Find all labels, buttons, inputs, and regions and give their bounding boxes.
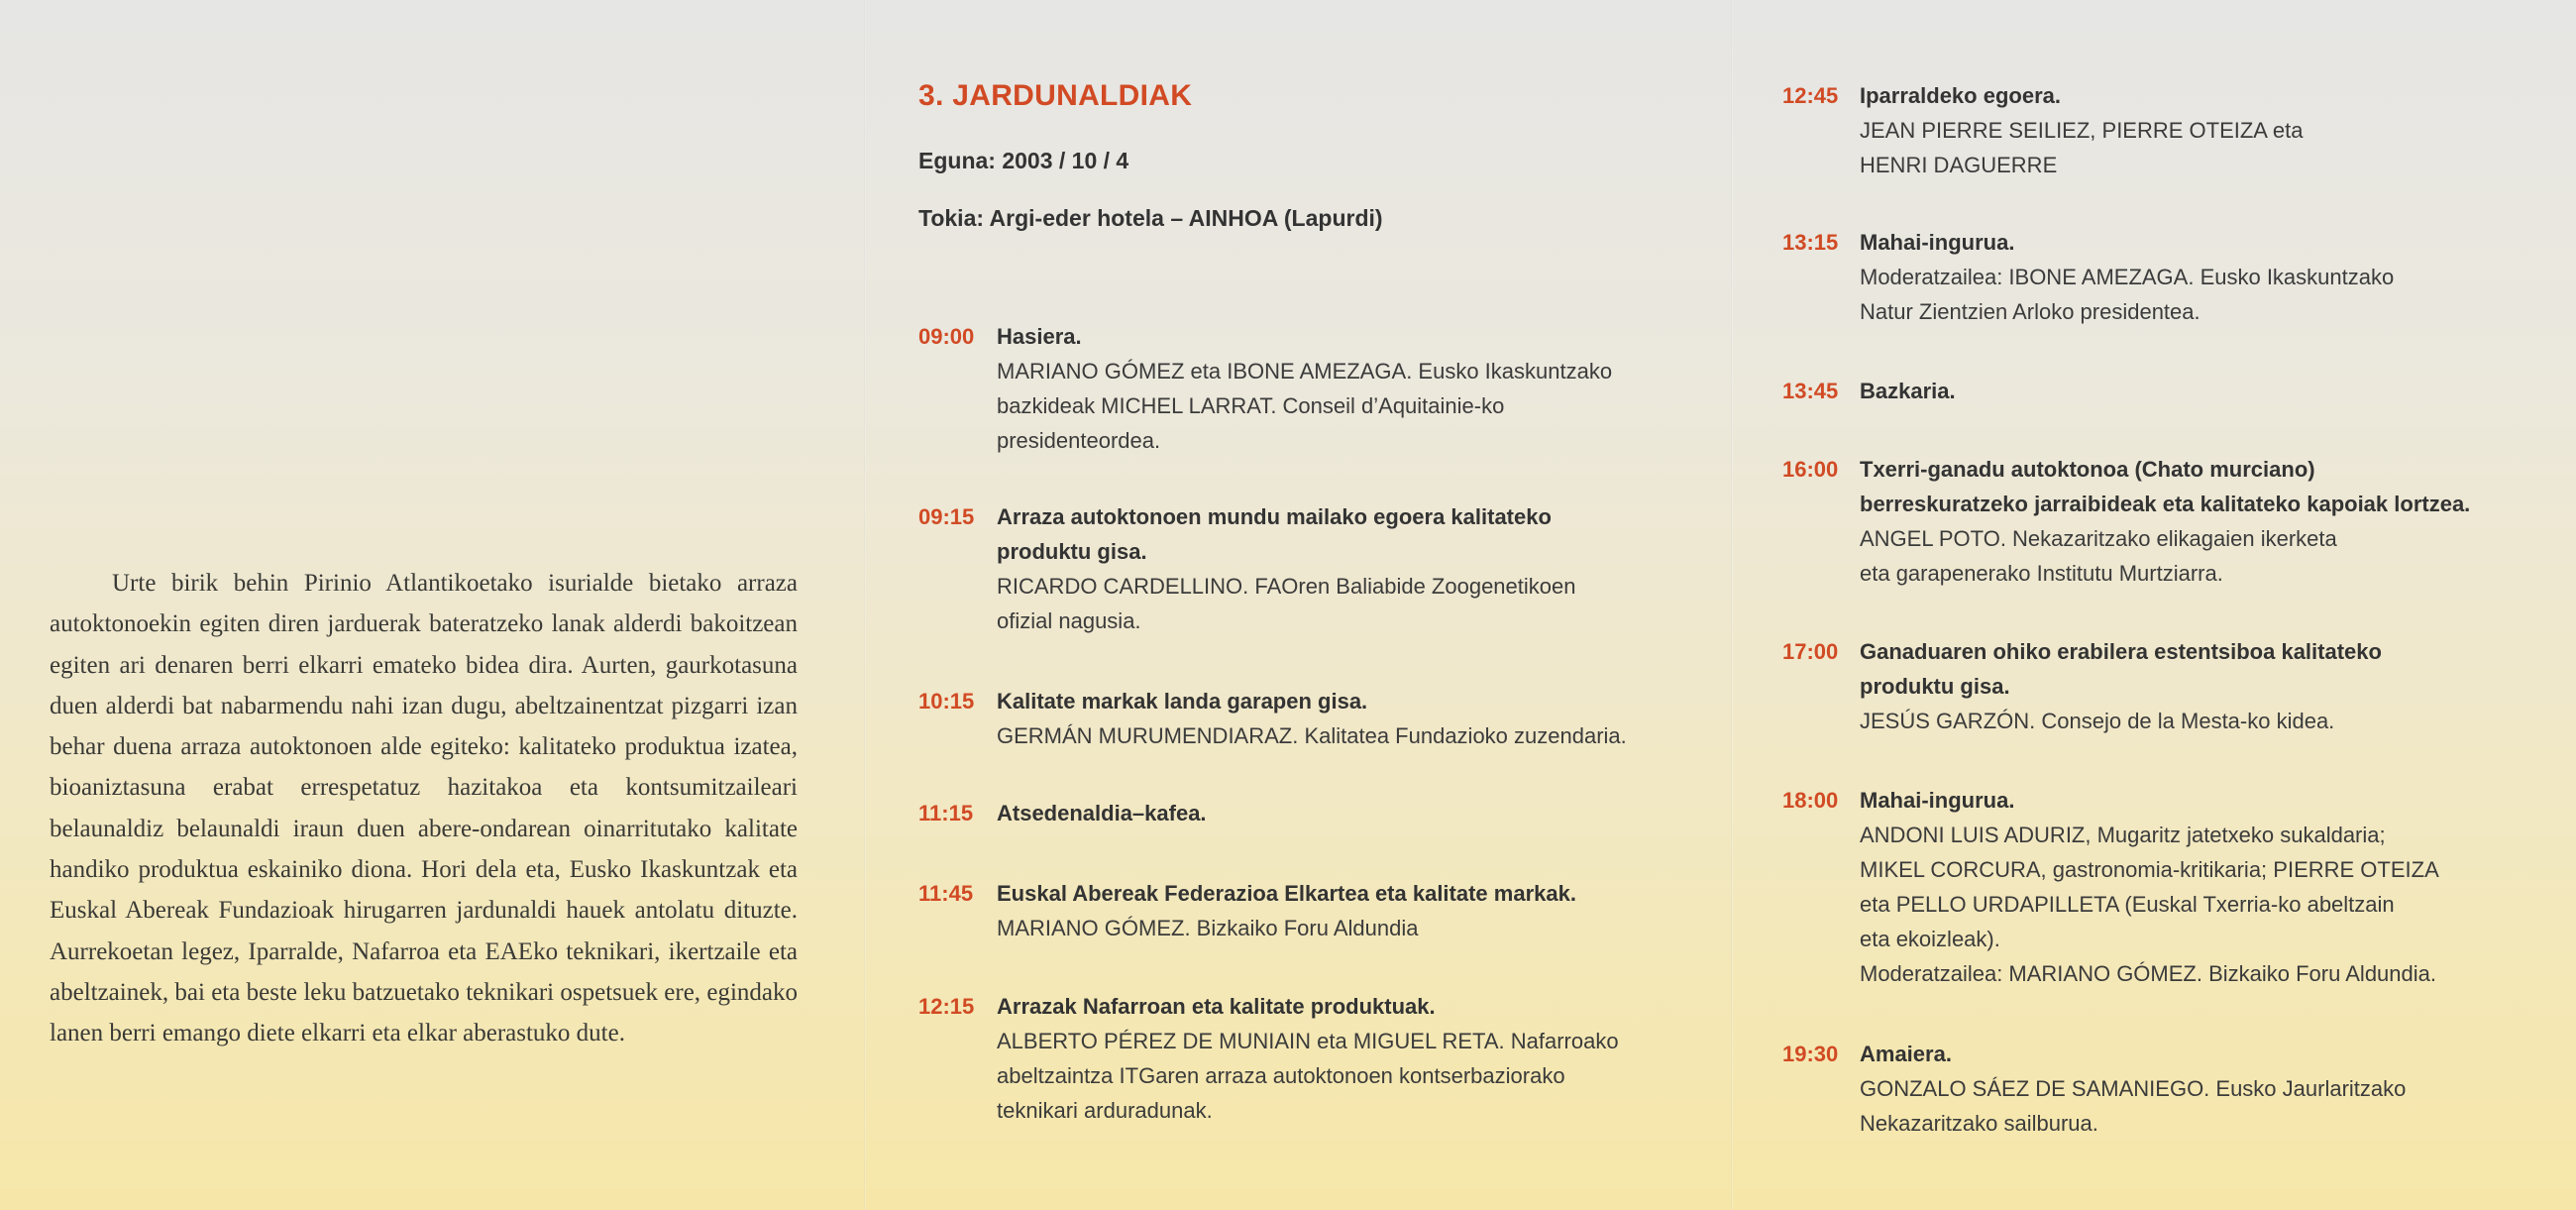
program-text: presidenteordea.: [997, 428, 1161, 453]
program-heading: Euskal Abereak Federazioa Elkartea eta kalitate markak.: [997, 881, 1576, 906]
program-item: [918, 989, 1750, 1128]
program-heading: produktu gisa.: [1860, 674, 2010, 699]
program-text: Nekazaritzako sailburua.: [1860, 1111, 2098, 1136]
program-heading: Txerri-ganadu autoktonoa (Chato murciano): [1860, 457, 2315, 482]
program-text: eta PELLO URDAPILLETA (Euskal Txerria-ko abeltzain: [1860, 892, 2395, 917]
program-item: [918, 796, 1750, 830]
program-item: [1782, 225, 2568, 329]
program-text: RICARDO CARDELLINO. FAOren Baliabide Zoogenetikoen: [997, 574, 1576, 599]
program-heading: Iparraldeko egoera.: [1860, 83, 2061, 108]
program-heading: Arrazak Nafarroan eta kalitate produktuak.: [997, 994, 1436, 1019]
program-text: HENRI DAGUERRE: [1860, 153, 2058, 177]
program-time: 09:00: [918, 324, 975, 349]
program-time: 11:15: [918, 801, 974, 825]
program-time: 12:15: [918, 994, 975, 1019]
program-text: teknikari arduradunak.: [997, 1098, 1213, 1123]
program-text: GONZALO SÁEZ DE SAMANIEGO. Eusko Jaurlaritzako: [1860, 1076, 2407, 1101]
program-heading: Atsedenaldia–kafea.: [997, 801, 1207, 825]
program-text: Natur Zientzien Arloko presidentea.: [1860, 299, 2200, 324]
program-text: ANDONI LUIS ADURIZ, Mugaritz jatetxeko sukaldaria;: [1860, 823, 2386, 847]
program-heading: Arraza autoktonoen mundu mailako egoera kalitateko: [997, 504, 1552, 529]
event-place: Tokia: Argi-eder hotela – AINHOA (Lapurdi): [918, 205, 1383, 231]
program-text: MARIANO GÓMEZ. Bizkaiko Foru Aldundia: [997, 916, 1419, 940]
program-text: Moderatzailea: MARIANO GÓMEZ. Bizkaiko Foru Aldundia.: [1860, 961, 2436, 986]
program-heading: Amaiera.: [1860, 1042, 1952, 1066]
program-text: ANGEL POTO. Nekazaritzako elikagaien ikerketa: [1860, 526, 2337, 551]
program-item: [918, 319, 1750, 458]
program-item: [918, 499, 1750, 638]
program-heading: Ganaduaren ohiko erabilera estentsiboa kalitateko: [1860, 639, 2382, 664]
program-text: eta garapenerako Institutu Murtziarra.: [1860, 561, 2223, 586]
program-item: [1782, 783, 2568, 991]
event-date: Eguna: 2003 / 10 / 4: [918, 148, 1129, 173]
program-text: abeltzaintza ITGaren arraza autoktonoen kontserbaziorako: [997, 1063, 1565, 1088]
program-time: 18:00: [1782, 788, 1839, 813]
program-heading: Bazkaria.: [1860, 379, 1956, 403]
program-item: [918, 684, 1750, 753]
program-text: bazkideak MICHEL LARRAT. Conseil d’Aquitainie-ko: [997, 393, 1505, 418]
program-text: Moderatzailea: IBONE AMEZAGA. Eusko Ikaskuntzako: [1860, 265, 2395, 289]
program-time: 17:00: [1782, 639, 1839, 664]
program-text: ofizial nagusia.: [997, 608, 1141, 633]
program-item: [1782, 1037, 2568, 1141]
program-time: 10:15: [918, 689, 975, 714]
program-item: [1782, 78, 2568, 182]
program-text: GERMÁN MURUMENDIARAZ. Kalitatea Fundazioko zuzendaria.: [997, 723, 1627, 748]
program-item: [1782, 374, 2568, 408]
program-heading: Mahai-ingurua.: [1860, 788, 2015, 813]
program-text: JEAN PIERRE SEILIEZ, PIERRE OTEIZA eta: [1860, 118, 2304, 143]
left-panel: [0, 0, 865, 1210]
program-text: ALBERTO PÉREZ DE MUNIAIN eta MIGUEL RETA. Nafarroako: [997, 1029, 1619, 1053]
program-time: 19:30: [1782, 1042, 1839, 1066]
program-text: MIKEL CORCURA, gastronomia-kritikaria; PIERRE OTEIZA: [1860, 857, 2439, 882]
program-heading: Hasiera.: [997, 324, 1082, 349]
program-time: 12:45: [1782, 83, 1839, 108]
program-text: MARIANO GÓMEZ eta IBONE AMEZAGA. Eusko Ikaskuntzako: [997, 359, 1613, 384]
program-heading: Kalitate markak landa garapen gisa.: [997, 689, 1368, 714]
program-text: eta ekoizleak).: [1860, 927, 2000, 951]
program-title: 3. JARDUNALDIAK: [918, 79, 1193, 112]
program-time: 13:45: [1782, 379, 1839, 403]
program-item: [918, 876, 1750, 945]
program-time: 09:15: [918, 504, 975, 529]
program-heading: produktu gisa.: [997, 539, 1147, 564]
intro-paragraph: Urte birik behin Pirinio Atlantikoetako isurialde bietako arraza autoktonoekin egiten diren jarduerak bateratzeko lanak alderdi bakoitzean egiten ari denaren berri elkarri emateko bidea dira. Aurten, gaurkotasuna duen alderdi bat nabarmendu nahi izan dugu, abeltzainentzat pizgarri izan behar duena arraza autoktonoen alde egiteko: kalitateko produktua izatea, bioaniztasuna erabat errespetatuz hazitakoa eta kontsumitzaileari belaunaldiz belaunaldi iraun duen abere-ondarean oinarritutako kalitate handiko produktua eskainiko diona. Hori dela eta, Eusko Ikaskuntzak eta Euskal Abereak Fundazioak hirugarren jardunaldi hauek antolatu dituzte. Aurrekoetan legez, Iparralde, Nafarroa eta EAEko teknikari, ikertzaile eta abeltzainek, bai eta beste leku batzuetako teknikari ospetsuek ere, egindako lanen berri emango diete elkarri eta elkar aberastuko dute.: [50, 570, 798, 1047]
program-item: [1782, 452, 2568, 591]
program-item: [1782, 634, 2568, 738]
program-time: 16:00: [1782, 457, 1839, 482]
program-heading: Mahai-ingurua.: [1860, 230, 2015, 255]
program-text: JESÚS GARZÓN. Consejo de la Mesta-ko kidea.: [1860, 709, 2335, 733]
program-heading: berreskuratzeko jarraibideak eta kalitateko kapoiak lortzea.: [1860, 492, 2471, 516]
program-time: 11:45: [918, 881, 974, 906]
program-time: 13:15: [1782, 230, 1839, 255]
